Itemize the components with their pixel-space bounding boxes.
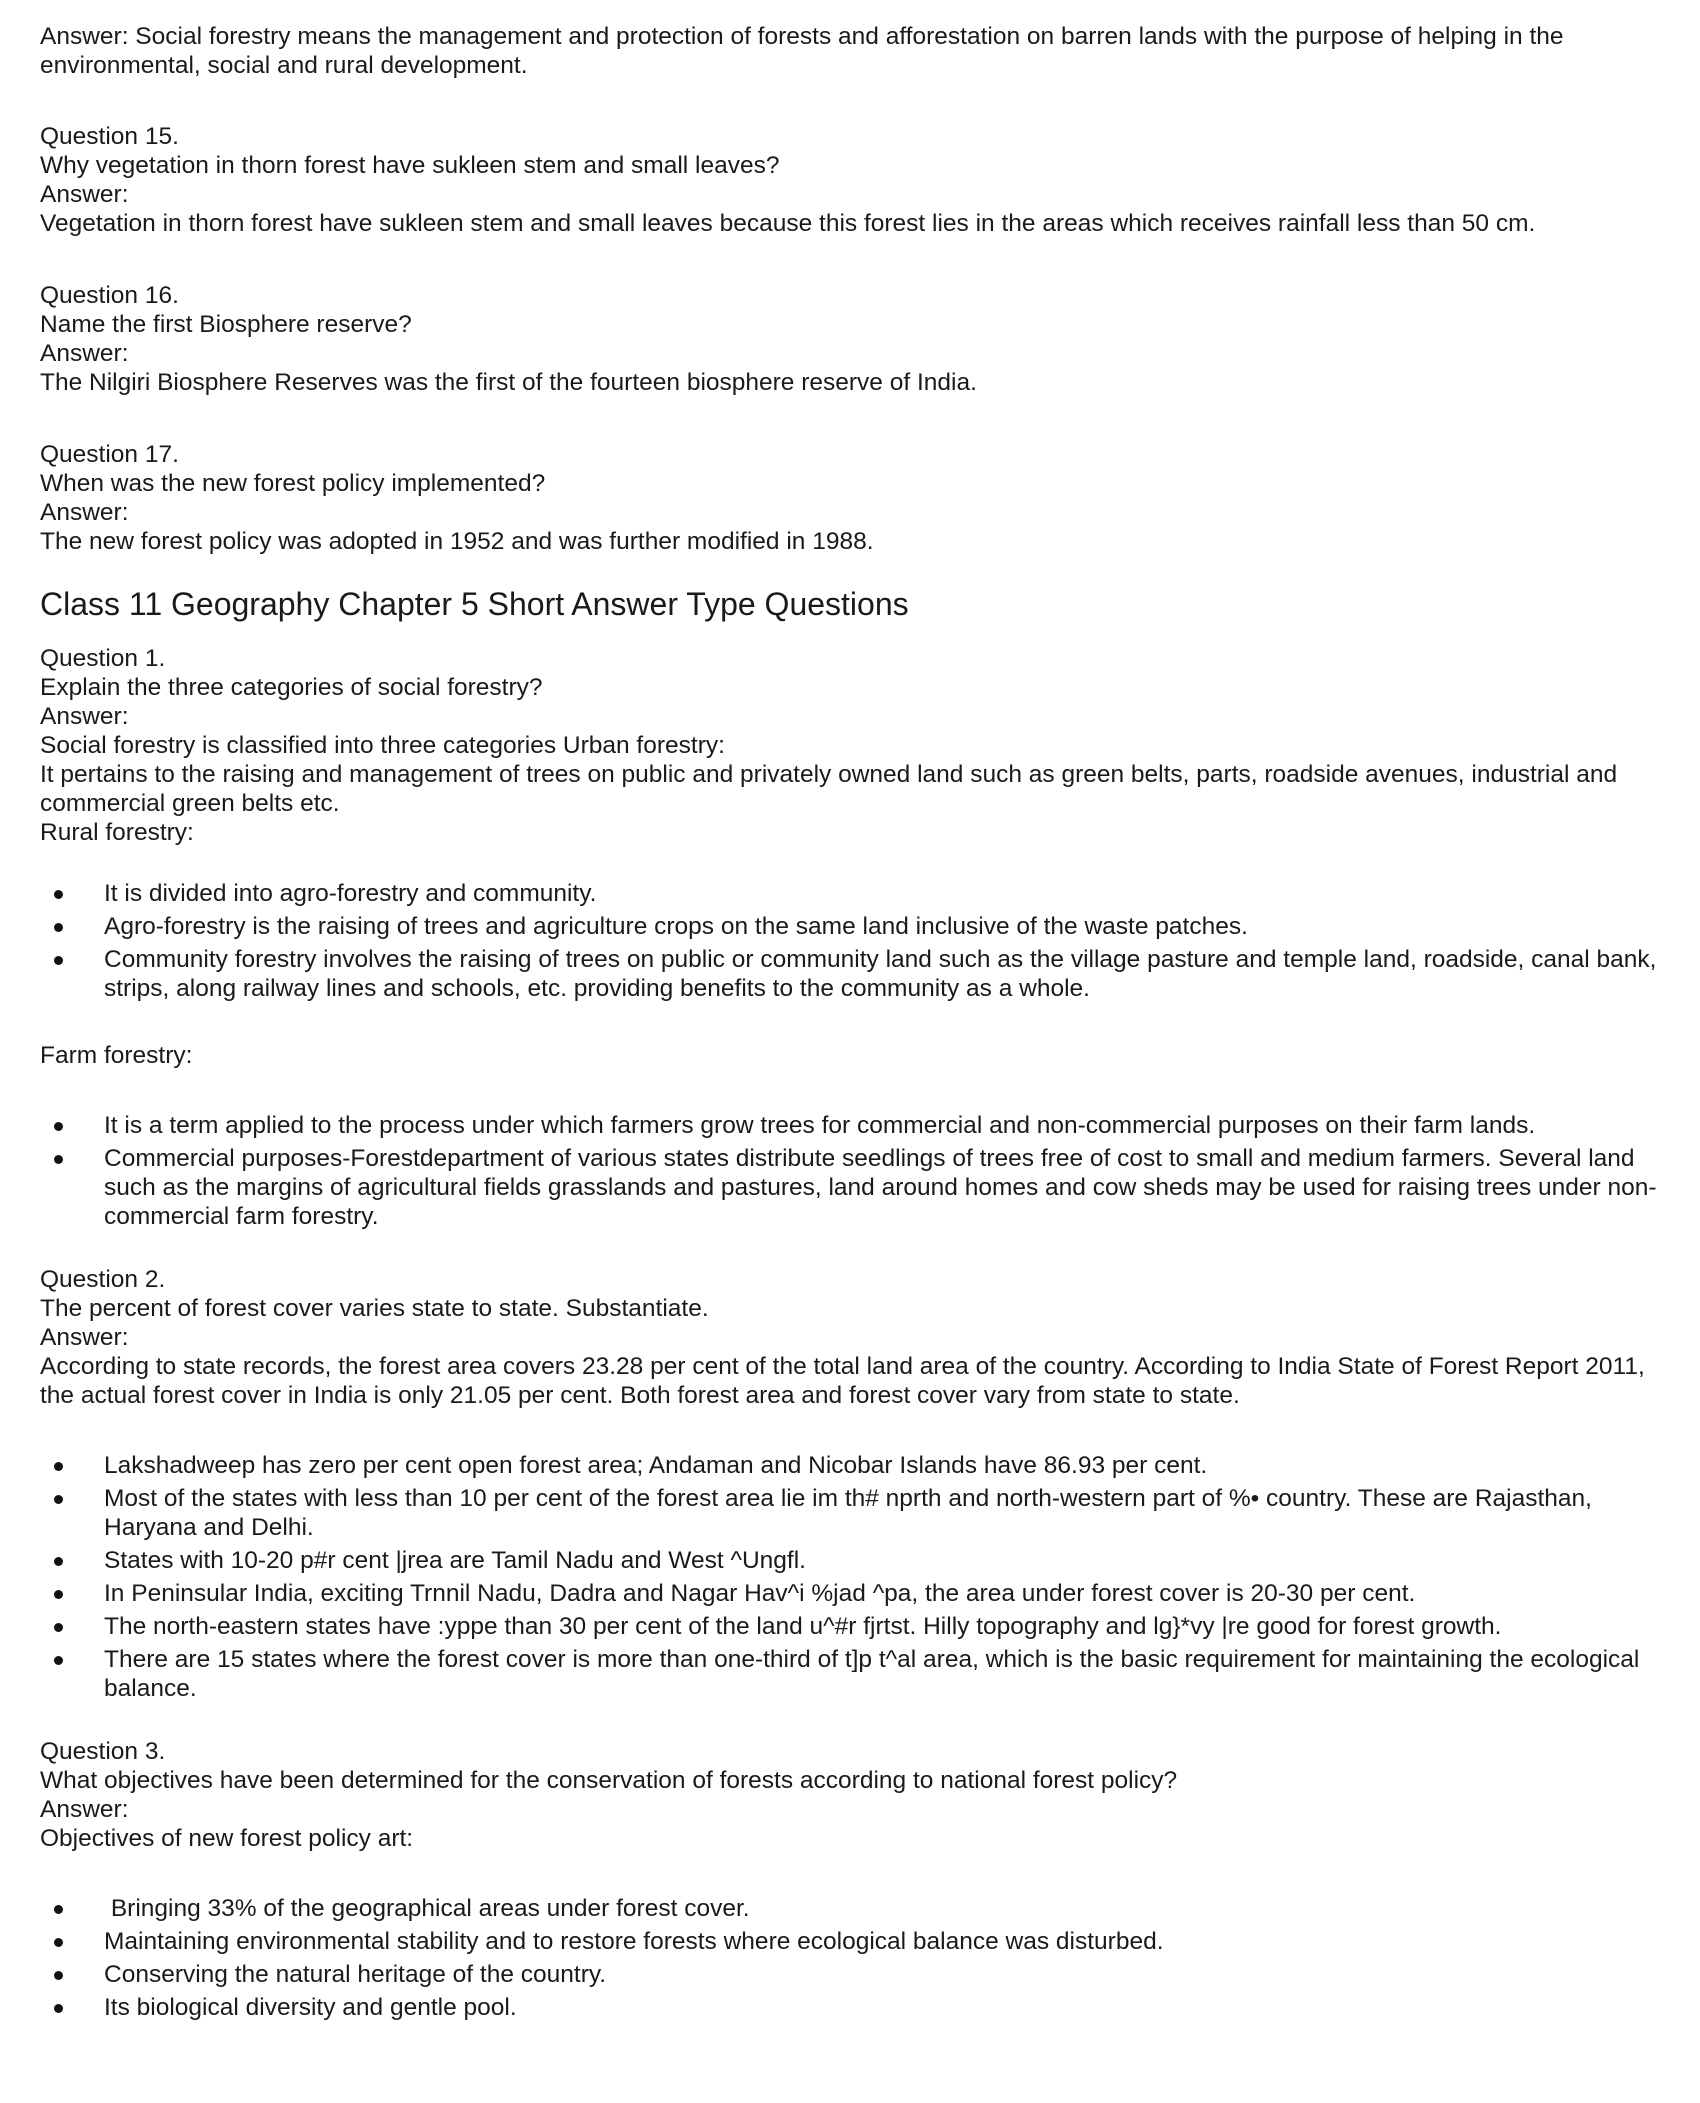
answer-intro: Objectives of new forest policy art: xyxy=(40,1825,414,1852)
question-label: Question 1. xyxy=(40,645,166,672)
question-text: When was the new forest policy implemented? xyxy=(40,470,546,497)
list-item: In Peninsular India, exciting Trnnil Nadu, Dadra and Nagar Hav^i %jad ^pa, the area under forest cover is 20-30 per cent. xyxy=(40,1579,1670,1608)
answer-label: Answer: xyxy=(40,1324,129,1351)
list-item: Agro-forestry is the raising of trees and agriculture crops on the same land inclusive of the waste patches. xyxy=(40,912,1670,941)
answer-label: Answer: xyxy=(40,181,129,208)
question-label: Question 2. xyxy=(40,1266,166,1293)
question-16 xyxy=(40,281,1670,397)
list-item: Bringing 33% of the geographical areas under forest cover. xyxy=(40,1894,1670,1923)
question-text: What objectives have been determined for the conservation of forests according to national forest policy? xyxy=(40,1767,1178,1794)
question-label: Question 16. xyxy=(40,282,179,309)
question-15 xyxy=(40,122,1670,238)
farm-forestry-label: Farm forestry: xyxy=(40,1042,193,1069)
answer-label: Answer: xyxy=(40,1796,129,1823)
rural-forestry-label: Rural forestry: xyxy=(40,819,194,846)
question-17 xyxy=(40,440,1670,556)
question-label: Question 15. xyxy=(40,123,179,150)
answer-text: Vegetation in thorn forest have sukleen stem and small leaves because this forest lies in the areas which receives rainfall less than 50 cm. xyxy=(40,210,1536,237)
answer-text: The new forest policy was adopted in 1952 and was further modified in 1988. xyxy=(40,528,874,555)
urban-forestry-text: It pertains to the raising and management of trees on public and privately owned land such as green belts, parts, roadside avenues, industrial and commercial green belts etc. xyxy=(40,761,1618,817)
document-page xyxy=(40,22,1670,2026)
question-label: Question 3. xyxy=(40,1738,166,1765)
question-label: Question 17. xyxy=(40,441,179,468)
answer-text: The Nilgiri Biosphere Reserves was the first of the fourteen biosphere reserve of India. xyxy=(40,369,977,396)
question-text: The percent of forest cover varies state to state. Substantiate. xyxy=(40,1295,709,1322)
forest-policy-objectives-list xyxy=(40,1894,1670,2022)
list-item: It is a term applied to the process under which farmers grow trees for commercial and non-commercial purposes on their farm lands. xyxy=(40,1111,1670,1140)
list-item: States with 10-20 p#r cent |jrea are Tamil Nadu and West ^Ungfl. xyxy=(40,1546,1670,1575)
list-item: Maintaining environmental stability and to restore forests where ecological balance was disturbed. xyxy=(40,1927,1670,1956)
list-item: It is divided into agro-forestry and community. xyxy=(40,879,1670,908)
list-item: The north-eastern states have :yppe than 30 per cent of the land u^#r fjrtst. Hilly topography and lg}*vy |re good for forest growth. xyxy=(40,1612,1670,1641)
answer-label: Answer: xyxy=(40,703,129,730)
intro-answer: Answer: Social forestry means the management and protection of forests and afforestation on barren lands with the purpose of helping in the environmental, social and rural development. xyxy=(40,23,1564,79)
list-item: Most of the states with less than 10 per cent of the forest area lie im th# nprth and north-western part of %• country. These are Rajasthan, Haryana and Delhi. xyxy=(40,1484,1670,1542)
question-text: Why vegetation in thorn forest have sukleen stem and small leaves? xyxy=(40,152,780,179)
list-item: Community forestry involves the raising of trees on public or community land such as the village pasture and temple land, roadside, canal bank, strips, along railway lines and schools, etc. providing benefits to the community as a whole. xyxy=(40,945,1670,1003)
short-question-2 xyxy=(40,1265,1670,1703)
farm-forestry-list xyxy=(40,1111,1670,1231)
section-heading: Class 11 Geography Chapter 5 Short Answer Type Questions xyxy=(40,586,909,622)
list-item: Conserving the natural heritage of the country. xyxy=(40,1960,1670,1989)
list-item: Lakshadweep has zero per cent open forest area; Andaman and Nicobar Islands have 86.93 per cent. xyxy=(40,1451,1670,1480)
answer-intro: Social forestry is classified into three categories Urban forestry: xyxy=(40,732,725,759)
question-text: Explain the three categories of social forestry? xyxy=(40,674,543,701)
list-item: Commercial purposes-Forestdepartment of various states distribute seedlings of trees free of cost to small and medium farmers. Several land such as the margins of agricultural fields grasslands and pastures, land around homes and cow sheds may be used for raising trees under non-commercial farm forestry. xyxy=(40,1144,1670,1231)
answer-label: Answer: xyxy=(40,340,129,367)
answer-text: According to state records, the forest area covers 23.28 per cent of the total land area of the country. According to India State of Forest Report 2011, the actual forest cover in India is only 21.05 per cent. Both forest area and forest cover vary from state to state. xyxy=(40,1353,1645,1409)
list-item: There are 15 states where the forest cover is more than one-third of t]p t^al area, which is the basic requirement for maintaining the ecological balance. xyxy=(40,1645,1670,1703)
rural-forestry-list xyxy=(40,879,1670,1003)
short-question-1 xyxy=(40,644,1670,1231)
answer-label: Answer: xyxy=(40,499,129,526)
forest-cover-list xyxy=(40,1451,1670,1703)
list-item: Its biological diversity and gentle pool. xyxy=(40,1993,1670,2022)
question-text: Name the first Biosphere reserve? xyxy=(40,311,412,338)
short-question-3 xyxy=(40,1737,1670,2022)
